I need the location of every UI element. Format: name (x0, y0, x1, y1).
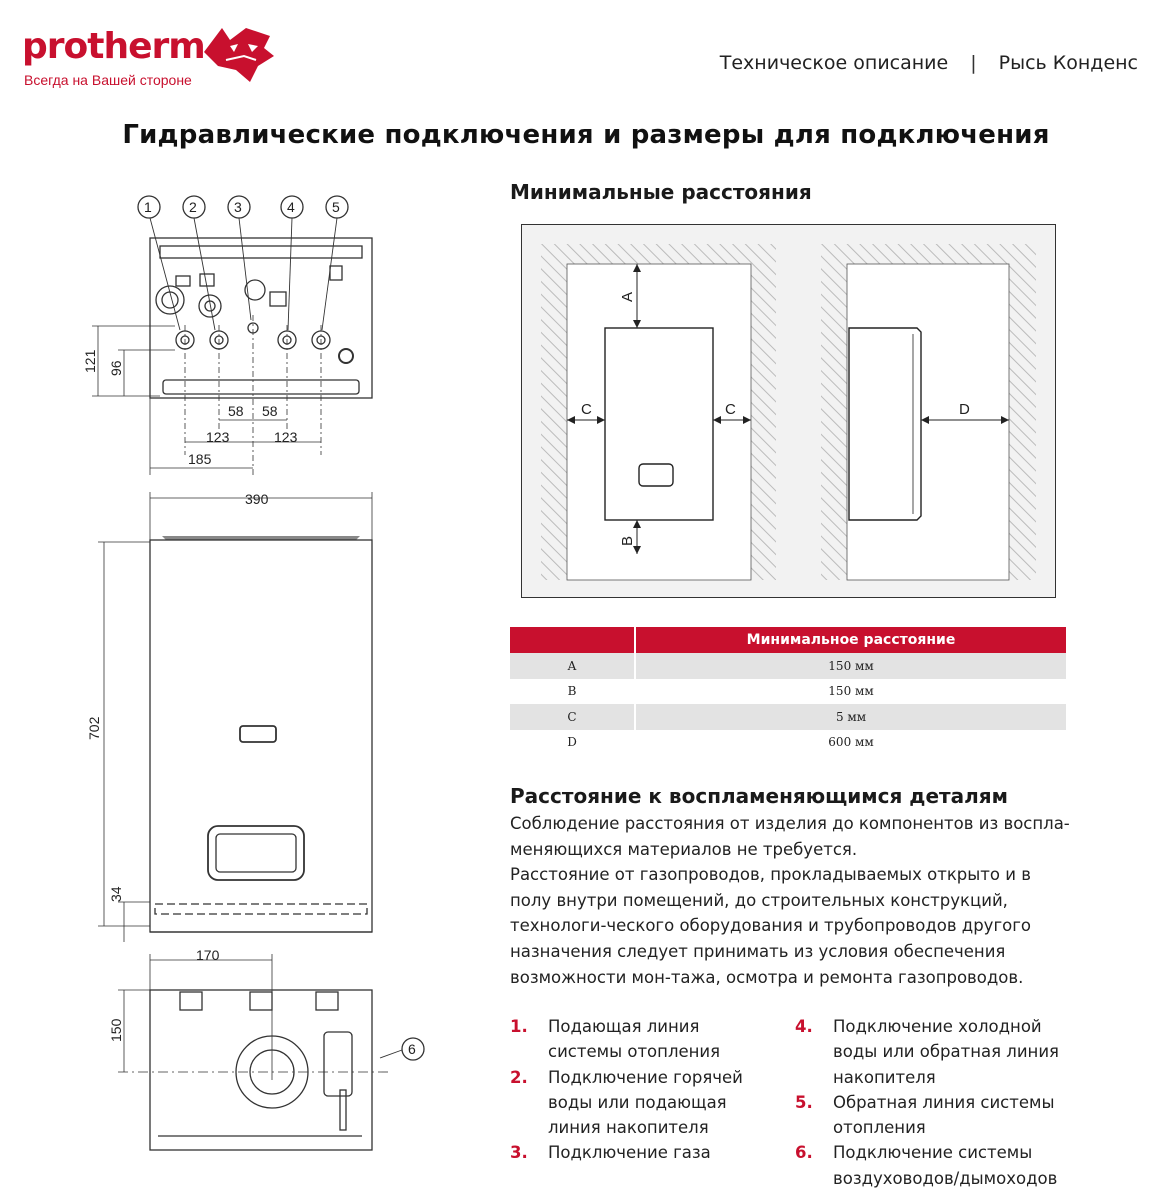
callout-5: 5 (332, 199, 340, 215)
list-item (510, 1014, 780, 1065)
dim-170: 170 (196, 947, 220, 963)
legend-number: 4. (795, 1017, 813, 1036)
table-row (510, 653, 1066, 679)
flammable-paragraph-2: Расстояние от газопроводов, прокладываемых открыто и в полу внутри помещений, до строительных конструкций, технологи-ческого оборудования и трубопроводов другого назначения следует принимать из условия обеспечения возможности мон-тажа, осмотра и ремонта газопроводов. (510, 865, 1031, 987)
dim-58-right: 58 (262, 403, 278, 419)
header-separator: | (970, 52, 977, 74)
dimension-drawing-svg (0, 180, 480, 1200)
brand-wordmark: protherm (22, 26, 205, 67)
connection-legend-right (795, 1014, 1095, 1191)
list-item (510, 1140, 780, 1165)
legend-number: 1. (510, 1017, 528, 1036)
dim-123-right: 123 (274, 429, 298, 445)
table-row (510, 704, 1066, 730)
min-distance-table (510, 627, 1066, 755)
front-view-outline (150, 540, 372, 932)
legend-number: 6. (795, 1143, 813, 1163)
dim-390: 390 (245, 491, 269, 507)
legend-number: 2. (510, 1067, 528, 1087)
flammable-body (510, 811, 1070, 990)
dim-34: 34 (108, 886, 124, 902)
label-b: B (619, 535, 636, 546)
legend-text: Подключение газа (548, 1143, 711, 1163)
dim-121: 121 (82, 349, 98, 373)
lynx-head-icon (200, 22, 278, 84)
row-value: 150 мм (635, 653, 1066, 679)
row-value: 5 мм (635, 704, 1066, 730)
dim-702: 702 (86, 716, 102, 740)
clearance-diagram-svg (521, 224, 1056, 598)
product-name: Рысь Конденс (998, 52, 1138, 74)
label-c-left: C (581, 401, 592, 418)
row-value: 600 мм (635, 730, 1066, 756)
legend-number: 3. (510, 1143, 528, 1163)
row-key: C (510, 704, 635, 730)
table-row (510, 730, 1066, 756)
dim-185: 185 (188, 451, 212, 467)
dim-150: 150 (108, 1018, 124, 1042)
flammable-title: Расстояние к воспламеняющимся деталям (510, 784, 1008, 808)
boiler-front-silhouette (605, 328, 713, 520)
label-d: D (959, 401, 970, 418)
flammable-paragraph-1: Соблюдение расстояния от изделия до компонентов из воспла-меняющихся материалов не требуется. (510, 814, 1070, 859)
row-value: 150 мм (635, 679, 1066, 705)
legend-text: Подключение горячей воды или подающая линия накопителя (548, 1067, 743, 1138)
boiler-dimension-drawing (0, 180, 480, 1200)
legend-number: 5. (795, 1092, 813, 1112)
doc-type: Техническое описание (719, 52, 949, 74)
min-distances-title: Минимальные расстояния (510, 180, 812, 204)
label-a: A (619, 291, 636, 302)
list-item (795, 1090, 1095, 1141)
boiler-side-silhouette (849, 328, 921, 520)
legend-text: Подключение холодной воды или обратная линия накопителя (833, 1017, 1059, 1087)
callout-2: 2 (189, 199, 197, 215)
label-c-right: C (725, 401, 736, 418)
connection-legend-left (510, 1014, 780, 1166)
row-key: B (510, 679, 635, 705)
callout-4: 4 (287, 199, 295, 215)
legend-text: Подключение системы воздуховодов/дымоходов (833, 1143, 1058, 1188)
list-item (795, 1140, 1095, 1191)
row-key: A (510, 653, 635, 679)
clearance-diagram (521, 224, 1056, 598)
list-item (795, 1014, 1095, 1090)
document-header (720, 52, 1138, 74)
legend-text: Подающая линия системы отопления (548, 1017, 721, 1062)
dim-58-left: 58 (228, 403, 244, 419)
dim-96: 96 (108, 360, 124, 376)
list-item (510, 1065, 780, 1141)
table-corner-cell (510, 627, 635, 653)
table-header: Минимальное расстояние (635, 627, 1066, 653)
protherm-logo (22, 22, 262, 92)
page-title: Гидравлические подключения и размеры для подключения (122, 120, 1050, 150)
top-view-outline (150, 990, 372, 1150)
bottom-view-outline (150, 238, 372, 398)
callout-3: 3 (234, 199, 242, 215)
dim-123-left: 123 (206, 429, 230, 445)
callout-1: 1 (144, 199, 152, 215)
brand-tagline: Всегда на Вашей стороне (24, 72, 192, 88)
legend-text: Обратная линия системы отопления (833, 1092, 1055, 1138)
callout-6: 6 (408, 1041, 416, 1057)
table-row (510, 679, 1066, 705)
row-key: D (510, 730, 635, 756)
